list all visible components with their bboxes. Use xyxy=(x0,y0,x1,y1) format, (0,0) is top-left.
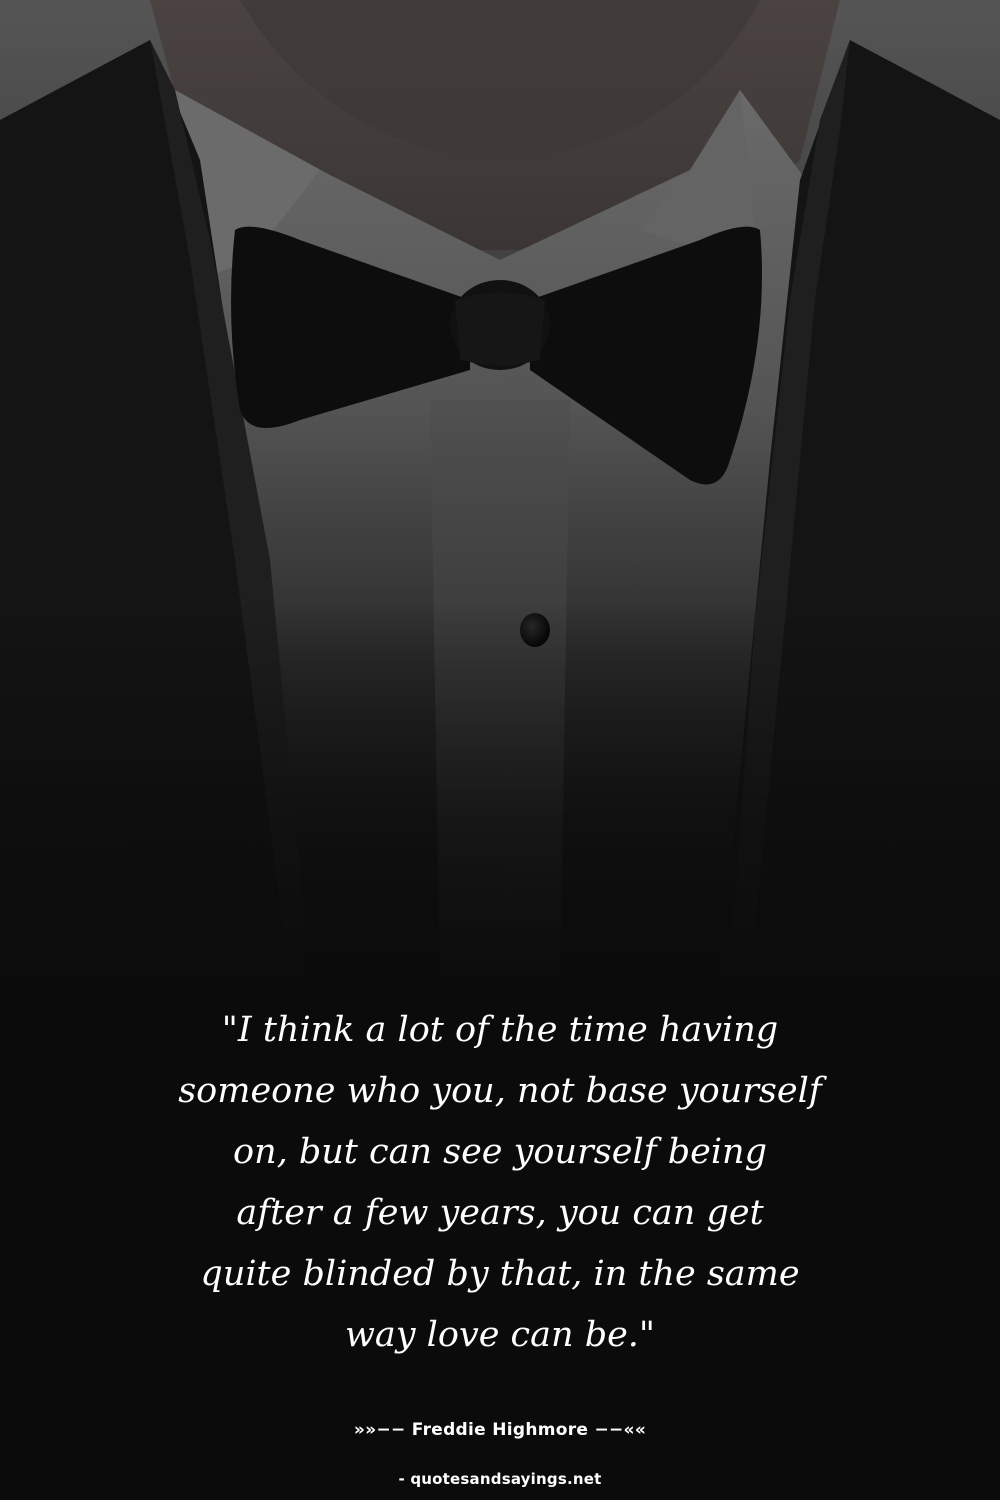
source-watermark: - quotesandsayings.net xyxy=(398,1470,602,1488)
quote-text xyxy=(60,1000,940,1366)
quote-line: "I think a lot of the time having xyxy=(221,1010,779,1050)
quote-line: way love can be." xyxy=(344,1315,656,1355)
quote-author: »»−− Freddie Highmore −−«« xyxy=(353,1420,647,1440)
quote-line: quite blinded by that, in the same xyxy=(200,1254,800,1294)
quote-line: on, but can see yourself being xyxy=(233,1132,767,1172)
quote-line: after a few years, you can get xyxy=(236,1193,764,1233)
quote-line: someone who you, not base yourself xyxy=(178,1071,822,1111)
